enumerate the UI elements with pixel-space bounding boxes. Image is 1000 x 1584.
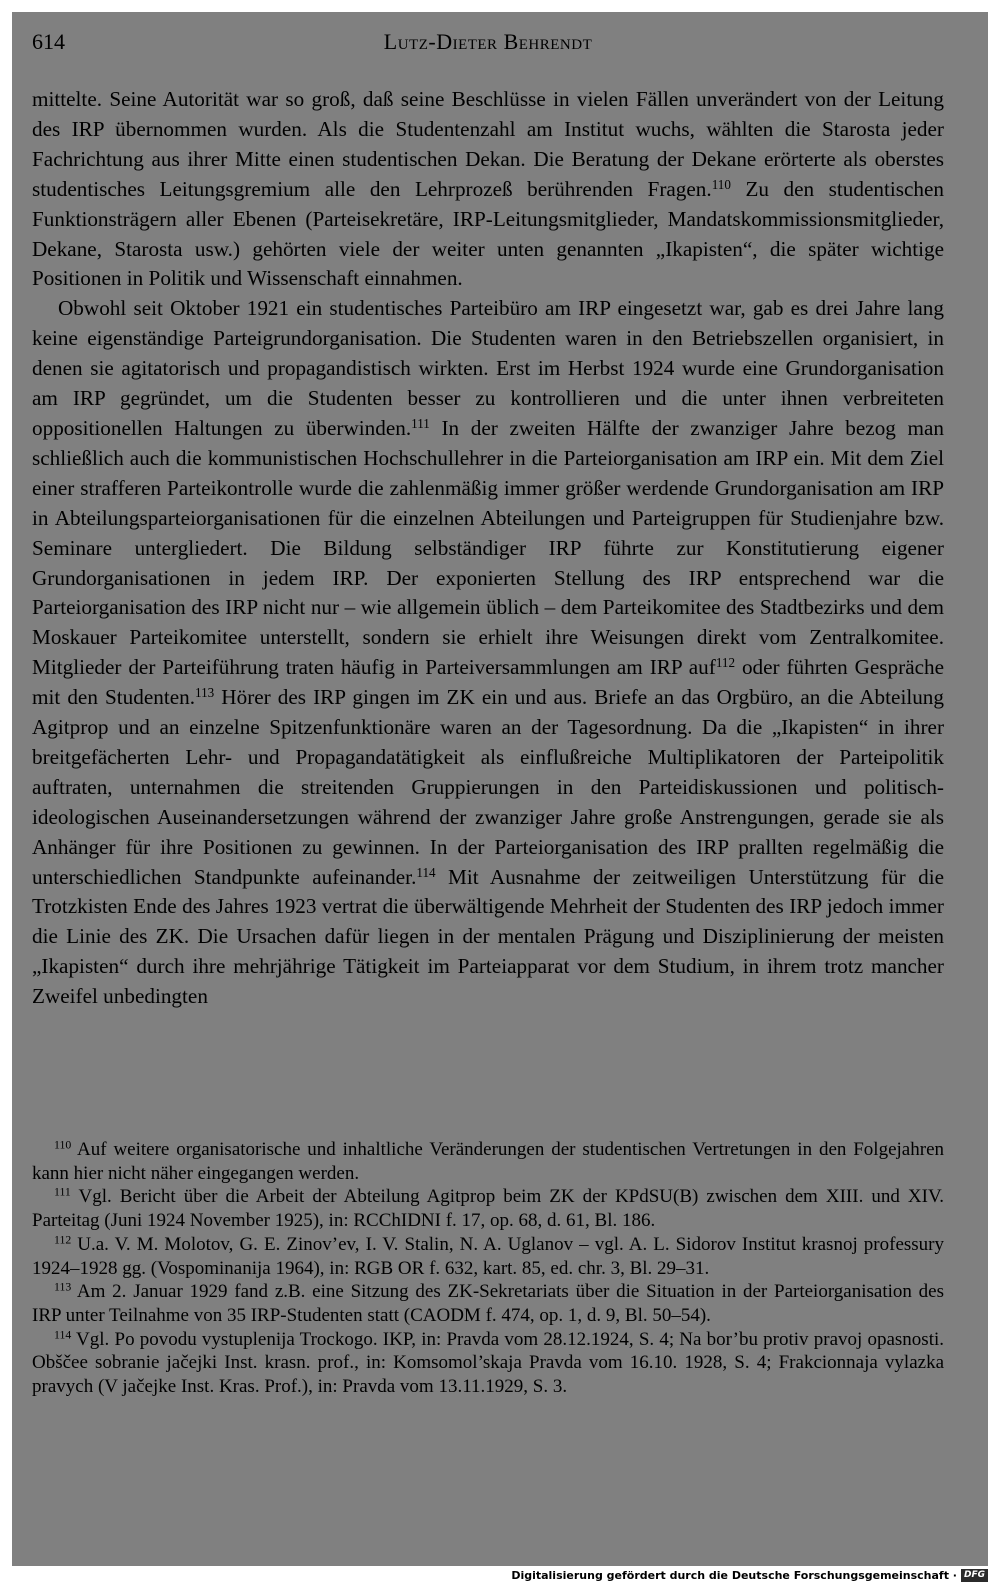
footnote-reference[interactable]: 111: [411, 415, 430, 431]
footnote-text: Vgl. Po povodu vystuplenija Trockogo. IKP, in: Pravda vom 28.12.1924, S. 4; Na bor’bu protiv pravoj opasnosti. Obščee sobranie jačejki Inst. krasn. prof., in: Komsomol’skaja Pravda vom 16.10. 1928, S. 4; Frakcionnaja vylazka pravych (V jačejke Inst. Kras. Prof.), in: Pravda vom 13.11.1929, S. 3.: [32, 1328, 944, 1398]
body-text: [32, 85, 944, 1012]
footnote-reference[interactable]: 112: [715, 655, 736, 670]
paragraph-text: Hörer des IRP gingen im ZK ein und aus. Briefe an das Orgbüro, an die Abteilung Agitprop und an einzelne Spitzenfunktionäre waren an der Tagesordnung. Da die „Ikapisten“ in ihrer breitgefächerten Lehr- und Propagandatätigkeit als einflußreiche Multiplikatoren der Parteipolitik auftraten, unternahmen die streitenden Gruppierungen in den Parteidiskussionen und politisch-ideologischen Auseinandersetzungen während der zwanziger Jahre große Anstrengungen, gerade sie als Anhänger für ihre Positionen zu gewinnen. In der Parteiorganisation des IRP prallten regelmäßig die unterschiedlichen Standpunkte aufeinander.: [32, 685, 944, 889]
footnote-text: Auf weitere organisatorische und inhaltliche Veränderungen der studentischen Vertretungen in den Folgejahren kann hier nicht näher eingegangen werden.: [32, 1139, 944, 1184]
footnote-reference[interactable]: 110: [711, 176, 731, 192]
dfg-logo: DFG: [961, 1569, 988, 1582]
footnote: [32, 1138, 944, 1185]
page-number: 614: [32, 29, 65, 54]
footnote-number: 110: [54, 1138, 72, 1152]
footnote: [32, 1328, 944, 1399]
paragraph-text: Obwohl seit Oktober 1921 ein studentisches Parteibüro am IRP eingesetzt war, gab es drei Jahre lang keine eigenständige Parteigrundorganisation. Die Studenten waren in den Betriebszellen organisiert, in denen sie agitatorisch und propagandistisch wirkten. Erst im Herbst 1924 wurde eine Grundorganisation am IRP gegründet, um die Studenten besser zu kontrollieren und die unter ihnen verbreiteten oppositionellen Haltungen zu überwinden.: [32, 296, 944, 440]
footnote: [32, 1233, 944, 1280]
paragraph-text: Zu den studentischen Funktionsträgern aller Ebenen (Parteisekretäre, IRP-Leitungsmitglieder, Mandatskommissionsmitglieder, Dekane, Starosta usw.) gehörten viele der weiter unten genannten „Ikapisten“, die später wichtige Positionen in Politik und Wissenschaft einnahmen.: [32, 176, 944, 291]
page-header: [32, 27, 944, 57]
paragraph-text: oder führten Gespräche mit den Studenten.: [32, 655, 944, 710]
footnote: [32, 1185, 944, 1232]
footnote-text: Am 2. Januar 1929 fand z.B. eine Sitzung des ZK-Sekretariats über die Situation in der Parteiorganisation des IRP unter Teilnahme von 35 IRP-Studenten statt (CAODM f. 474, op. 1, d. 9, Bl. 50–54).: [32, 1281, 944, 1326]
paragraph-text: In der zweiten Hälfte der zwanziger Jahre bezog man schließlich auch die kommunistischen Hochschullehrer in die Parteiorganisation am IRP ein. Mit dem Ziel einer strafferen Parteikontrolle wurde die zahlenmäßig immer größer werdende Grundorganisation am IRP in Abteilungsparteiorganisationen für die einzelnen Abteilungen und Parteigruppen für Studienjahre bzw. Seminare untergliedert. Die Bildung selbständiger IRP führte zur Konstitutierung eigener Grundorganisationen in jedem IRP. Der exponierten Stellung des IRP entsprechend war die Parteiorganisation des IRP nicht nur – wie allgemein üblich – dem Parteikomitee des Stadtbezirks und dem Moskauer Parteikomitee unterstellt, sondern sie erhielt ihre Weisungen direkt vom Zentralkomitee. Mitglieder der Parteiführung traten häufig in Parteiversammlungen am IRP auf: [32, 415, 945, 680]
digitization-credit: [511, 1567, 988, 1583]
footnote-text: Vgl. Bericht über die Arbeit der Abteilung Agitprop beim ZK der KPdSU(B) zwischen dem XIII. und XIV. Parteitag (Juni 1924 November 1925), in: RCChIDNI f. 17, op. 68, d. 61, Bl. 186.: [32, 1186, 944, 1232]
footnote-number: 111: [54, 1185, 71, 1199]
footnotes: [32, 1138, 944, 1399]
footnote-reference[interactable]: 113: [195, 684, 215, 700]
footnote-number: 114: [54, 1328, 72, 1342]
running-head: Lutz-Dieter Behrendt: [383, 29, 593, 54]
footnote-number: 113: [54, 1280, 72, 1294]
paragraph-text: mittelte. Seine Autorität war so groß, daß seine Beschlüsse in vielen Fällen unverändert von der Leitung des IRP übernommen wurden. Als die Studentenzahl am Institut wuchs, wählten die Starosta jeder Fachrichtung aus ihrer Mitte einen studentischen Dekan. Die Beratung der Dekane erörterte als oberstes studentisches Leitungsgremium alle den Lehrprozeß berührenden Fragen.: [32, 87, 944, 201]
paragraph-text: Mit Ausnahme der zeitweiligen Unterstützung für die Trotzkisten Ende des Jahres 1923 vertrat die überwältigende Mehrheit der Studenten des IRP jedoch immer die Linie des ZK. Die Ursachen dafür liegen in der mentalen Prägung und Disziplinierung der meisten „Ikapisten“ durch ihre mehrjährige Tätigkeit im Parteiapparat vor dem Studium, in ihrem trotz mancher Zweifel unbedingten: [32, 864, 944, 1009]
footnote-number: 112: [54, 1233, 72, 1247]
paragraph: [32, 85, 944, 294]
footnote: [32, 1280, 944, 1327]
credit-text: Digitalisierung gefördert durch die Deutsche Forschungsgemeinschaft ·: [511, 1568, 957, 1582]
footnote-text: U.a. V. M. Molotov, G. E. Zinov’ev, I. V. Stalin, N. A. Uglanov – vgl. A. L. Sidorov Institut krasnoj professury 1924–1928 gg. (Vospominanija 1964), in: RGB OR f. 632, kart. 85, ed. chr. 3, Bl. 29–31.: [32, 1233, 944, 1279]
footnote-reference[interactable]: 114: [416, 864, 436, 880]
paragraph: [32, 294, 944, 1012]
